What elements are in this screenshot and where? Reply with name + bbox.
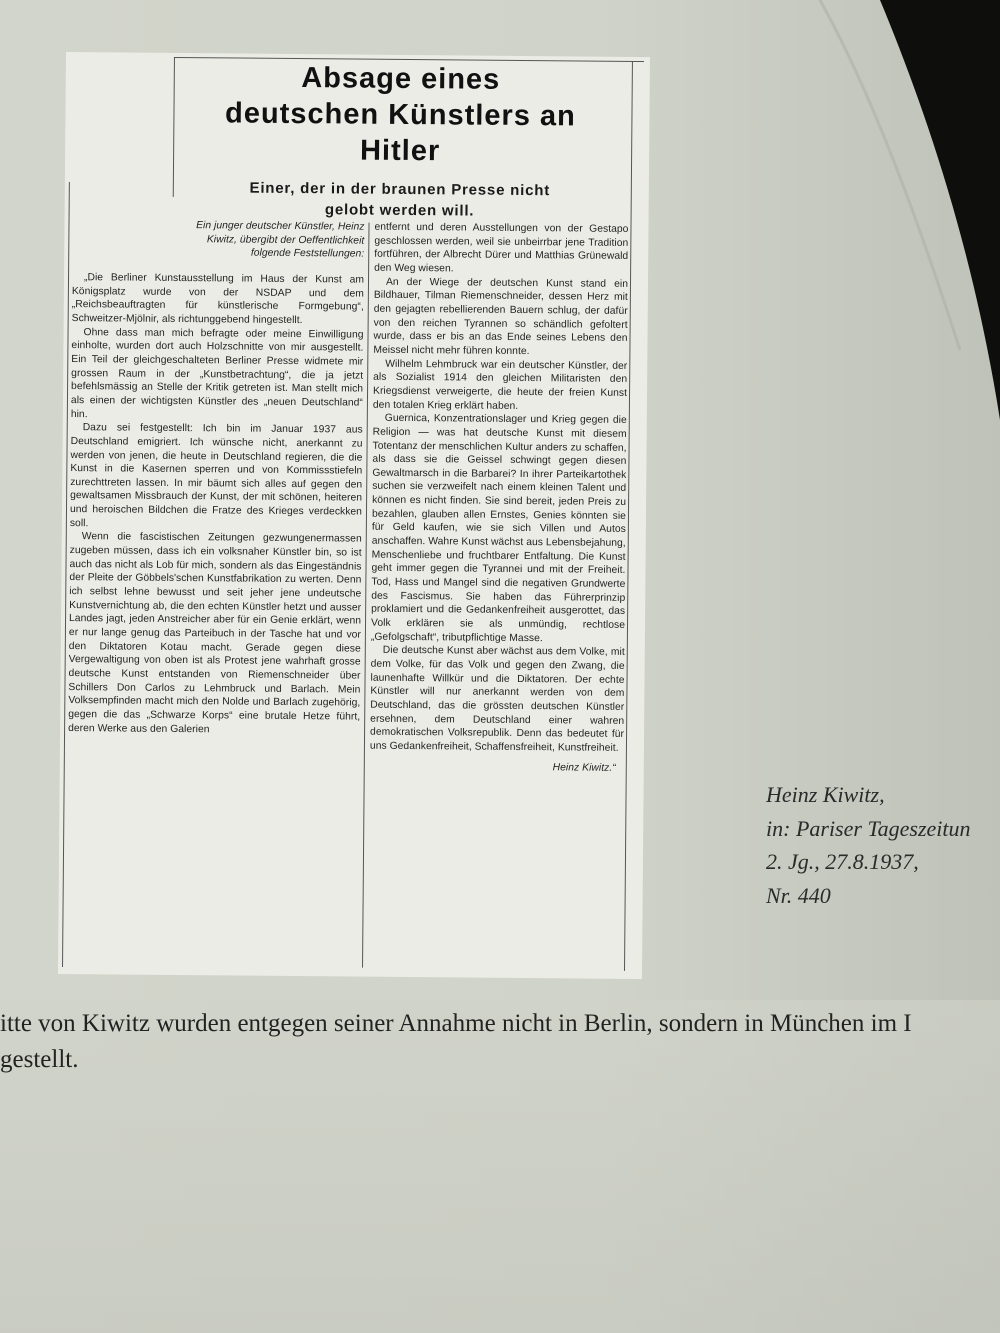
article-paragraph: Die deutsche Kunst aber wächst aus dem Volke, mit dem Volke, für das Volk und gegen den Zwang, die launenhafte Willkür und die Diktatoren. Der echte Künstler will nur anerkannt werden von dem Deutschland, das die grössten deutschen Künstler ersehnen, dem Deutschland einer wahren demokratischen Volksrepublik. Denn das bedeutet für uns Gedankenfreiheit, Schaffensfreiheit, Kunstfreiheit. [369, 645, 625, 754]
headline-line: deutschen Künstlers an [224, 97, 576, 133]
citation-line: Heinz Kiwitz, [766, 782, 885, 807]
article-paragraph: Ohne dass man mich befragte oder meine Einwilligung einholte, wurden dort auch Holzschnitte von mir ausgestellt. Ein Teil der gleichgeschalteten Berliner Presse widmete mir grossen Raum in der „Kunstbetrachtung“, die ja jetzt befehlsmässig an Stelle der Kritik getreten ist. Man stellt mich als einen der wichtigsten Künstler des „neuen Deutschland“ hin. [70, 326, 364, 420]
subhead-line: Einer, der in der braunen Presse nicht [249, 179, 551, 200]
citation-line: 2. Jg., 27.8.1937, [766, 849, 919, 874]
newspaper-clipping [58, 52, 650, 979]
article-headline [165, 59, 636, 171]
body-text-line: itte von Kiwitz wurden entgegen seiner Annahme nicht in Berlin, sondern in München im I [0, 1010, 912, 1037]
article-column-right [370, 221, 629, 775]
citation-line: Nr. 440 [766, 882, 831, 908]
citation-line: in: Pariser Tageszeitun [766, 815, 971, 841]
article-paragraph: Wenn die fascistischen Zeitungen gezwungenermassen zugeben müssen, dass ich ein volksnaher Künstler bin, so ist auch das nicht als Lob für mich, sondern als das Eingeständnis der Pleite der Göbbels'schen Kunstfabrikation zu werten. Denn ich selbst lehne bewusst und seit jeher jene undeutsche Kunstvernichtung ab, die den echten Künstler hetzt und ausser Landes jagt, jeden Anstreicher aber für ein Genie erklärt, wenn er nur lange genug das Parteibuch in der Tasche hat und vor den Diktatoren Kotau macht. Gerade gegen diese Vergewaltigung von oben ist als Protest jene wahrhaft grosse deutsche Kunst entstanden von Riemenschneider über Schillers Don Carlos zu Lehmbruck und Barlach. Mein Volksempfinden macht mich den Nolde und Barlach zugehörig, gegen die das „Schwarze Korps“ eine brutale Hetze führt, deren Werke aus den Galerien [68, 531, 362, 735]
article-signature: Heinz Kiwitz.“ [552, 761, 616, 774]
article-paragraph: entfernt und deren Ausstellungen von der Gestapo geschlossen werden, weil sie unbeirrbar jene Tradition fortführen, der Albrecht Dürer und Matthias Grünewald den Weg wiesen. [374, 221, 629, 275]
book-body-text [0, 1006, 1000, 1078]
headline-line: Hitler [359, 134, 441, 168]
article-paragraph: An der Wiege der deutschen Kunst stand ein Bildhauer, Tilman Riemenschneider, dessen Herz mit den gejagten rebellierenden Bauern schlug, der dafür von den reichen Tyrannen so schändlich gefoltert wurde, dass er bis an das Ende seines Lebens den Meissel nicht mehr führen konnte. [373, 276, 629, 357]
headline-line: Absage eines [301, 62, 501, 96]
body-text-line: gestellt. [0, 1046, 79, 1073]
subhead-line: gelobt werden will. [324, 201, 475, 220]
article-paragraph: „Die Berliner Kunstausstellung im Haus der Kunst am Königsplatz wurde von der NSDAP und dem „Reichsbeauftragten für künstlerische Formgebung“, Schweitzer-Mjölnir, als richtunggebend hingestellt. [71, 272, 365, 327]
article-paragraph: Wilhelm Lehmbruck war ein deutscher Künstler, der als Sozialist 1914 den gleichen Militaristen den Kriegsdienst verweigerte, die heute der freien Kunst den totalen Krieg erklärt haben. [372, 358, 628, 412]
article-subheadline [165, 177, 635, 223]
article-column-left [68, 218, 365, 738]
article-paragraph: Guernica, Konzentrationslager und Krieg gegen die Religion — was hat deutsche Kunst mit diesem Totentanz der menschlichen Kultur anders zu schaffen, als dass sie die Geissel schwingt gegen diesen Gewaltmarsch in die Barbarei? In ihrer Parteikartothek suchen sie verzweifelt nach einem kleinen Talent und können es nicht finden. Sie sind bereit, jeden Preis zu bezahlen, glauben allen Ernstes, Genies könnten sie für Geld kaufen, wie sie sich Villen und Autos anschaffen. Wahre Kunst wächst aus Lebensbejahung, Menschenliebe und fruchtbarer Entfaltung. Die Kunst geht immer gegen die Tyrannei und mit der Freiheit. Tod, Hass und Mangel sind die negativen Grundwerte des Fascismus. Sie haben das Führerprinzip proklamiert und die Gedankenfreiheit ausgerottet, das Volk erklären sie als unmündig, rechtlose „Gefolgschaft“, tributpflichtige Masse. [370, 412, 627, 644]
source-citation [766, 778, 1000, 912]
article-intro: Ein junger deutscher Künstler, Heinz Kiwitz, übergibt der Oeffentlichkeit folgende Feststellungen: [196, 220, 365, 260]
article-paragraph: Dazu sei festgestellt: Ich bin im Januar 1937 aus Deutschland emigriert. Ich wünsche nicht, anerkannt zu werden von jenen, die heute in Deutschland regieren, die die Kunst in die Kasernen sperren und von Kommissstiefeln zurechttreten lassen. In mir bäumt sich alles auf gegen den gewaltsamen Missbrauch der Kunst, der mit schönen, heiteren und heroischen Bildchen die Fratze des Krieges verdeckken soll. [69, 422, 363, 529]
